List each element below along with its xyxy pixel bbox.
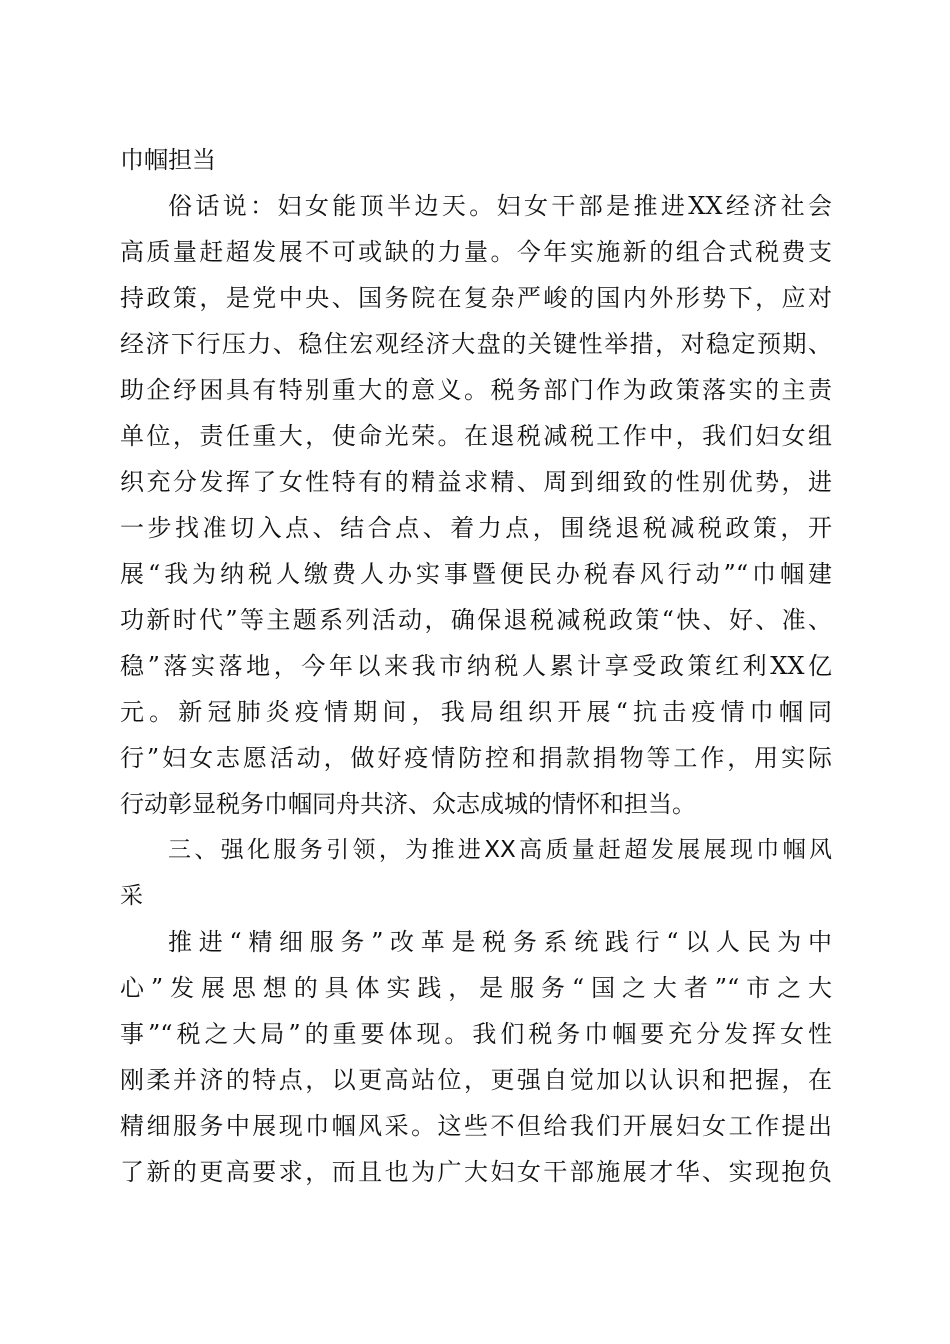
paragraph-start-line: 俗话说：妇女能顶半边天。妇女干部是推进XX经济社会	[168, 192, 832, 220]
section-heading-continued: 采	[120, 883, 143, 909]
text-line-p2-4: 刚柔并济的特点，以更高站位，更强自觉加以认识和把握，在	[120, 1066, 832, 1094]
text-line-p2-2: 心”发展思想的具体实践，是服务“国之大者”“市之大	[120, 974, 832, 1002]
text-line-13: 元。新冠肺炎疫情期间，我局组织开展“抗击疫情巾帼同	[120, 698, 832, 726]
text-line-11: 功新时代”等主题系列活动，确保退税减税政策“快、好、准、	[120, 606, 832, 634]
text-line-1: 巾帼担当	[120, 146, 216, 174]
text-line-p2-3: 事”“税之大局”的重要体现。我们税务巾帼要充分发挥女性	[120, 1020, 832, 1048]
text-line-10: 展“我为纳税人缴费人办实事暨便民办税春风行动”“巾帼建	[120, 560, 832, 588]
text-line-5: 经济下行压力、稳住宏观经济大盘的关键性举措，对稳定预期、	[120, 330, 832, 358]
text-line-9: 一步找准切入点、结合点、着力点，围绕退税减税政策，开	[120, 514, 832, 542]
text-line-12: 稳”落实落地，今年以来我市纳税人累计享受政策红利XX亿	[120, 652, 832, 680]
text-line-p2-5: 精细服务中展现巾帼风采。这些不但给我们开展妇女工作提出	[120, 1112, 832, 1140]
text-line-3: 高质量赶超发展不可或缺的力量。今年实施新的组合式税费支	[120, 238, 832, 266]
text-line-15: 行动彰显税务巾帼同舟共济、众志成城的情怀和担当。	[120, 790, 696, 818]
text-line-7: 单位，责任重大，使命光荣。在退税减税工作中，我们妇女组	[120, 422, 832, 450]
text-line-14: 行”妇女志愿活动，做好疫情防控和捐款捐物等工作，用实际	[120, 744, 832, 772]
text-line-8: 织充分发挥了女性特有的精益求精、周到细致的性别优势，进	[120, 468, 832, 496]
text-line-6: 助企纾困具有特别重大的意义。税务部门作为政策落实的主责	[120, 376, 832, 404]
paragraph-2-start-line: 推进“精细服务”改革是税务系统践行“以人民为中	[168, 928, 832, 956]
section-heading: 三、强化服务引领，为推进XX高质量赶超发展展现巾帼风	[168, 837, 832, 863]
text-line-p2-6: 了新的更高要求，而且也为广大妇女干部施展才华、实现抱负	[120, 1158, 832, 1186]
text-line-4: 持政策，是党中央、国务院在复杂严峻的国内外形势下，应对	[120, 284, 832, 312]
